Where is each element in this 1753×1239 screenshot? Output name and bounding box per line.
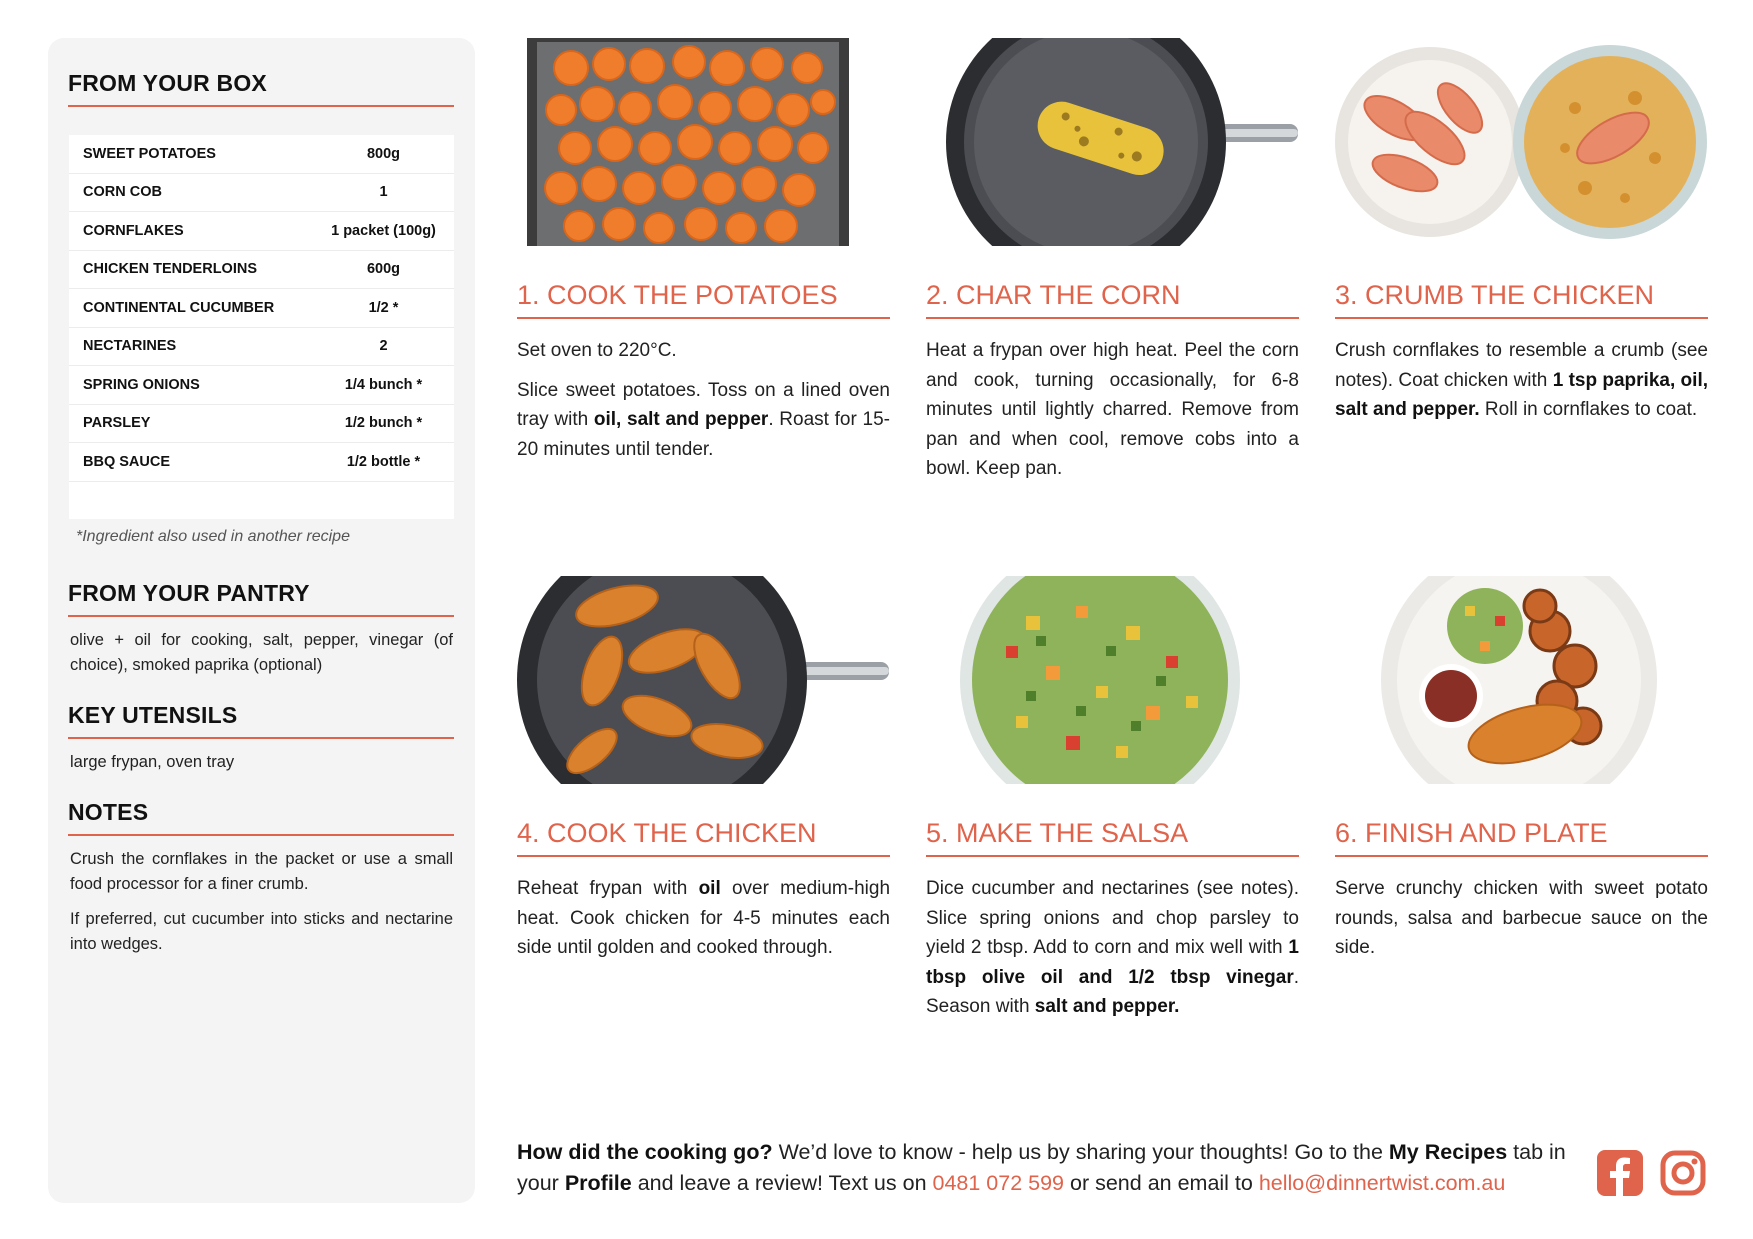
table-row	[69, 327, 454, 366]
step-2-body	[926, 336, 1299, 494]
note-item: Crush the cornflakes in the packet or use a small food processor for a finer crumb.	[70, 850, 453, 893]
step-5-text: Dice cucumber and nectarines (see notes). Slice spring onions and chop parsley to yield 2 tbsp. Add to corn and mix well with 1 tbsp olive oil and 1/2 tbsp vinegar. Season with salt and pepper.	[926, 878, 1299, 1017]
ingredient-qty: 1/2 bottle *	[313, 443, 454, 482]
table-row-empty	[69, 481, 454, 519]
note-item: If preferred, cut cucumber into sticks and nectarine into wedges.	[70, 910, 453, 953]
step-1-body	[517, 336, 890, 474]
step-2-title: 2. CHAR THE CORN	[926, 280, 1299, 319]
table-row	[69, 289, 454, 328]
ingredient-name: CONTINENTAL CUCUMBER	[69, 289, 313, 328]
utensils-text: large frypan, oven tray	[70, 753, 235, 771]
step-5-photo	[926, 576, 1298, 784]
profile-link-text: Profile	[564, 1171, 632, 1195]
pantry-text: olive + oil for cooking, salt, pepper, vinegar (of choice), smoked paprika (optional)	[70, 631, 453, 674]
step-2-photo	[926, 38, 1298, 246]
ingredient-name: CORNFLAKES	[69, 212, 313, 251]
step-3-text: Crush cornflakes to resemble a crumb (see notes). Coat chicken with 1 tsp paprika, oil, salt and pepper. Roll in cornflakes to coat.	[1335, 340, 1708, 420]
ingredient-qty: 1/2 *	[313, 289, 454, 328]
ingredient-qty: 2	[313, 327, 454, 366]
step-1-text: Slice sweet potatoes. Toss on a lined oven tray with oil, salt and pepper. Roast for 15-20 minutes until tender.	[517, 379, 890, 460]
notes-heading: NOTES	[68, 799, 454, 836]
step-6-body	[1335, 874, 1708, 973]
ingredient-name: CORN COB	[69, 173, 313, 212]
email-link[interactable]: hello@dinnertwist.com.au	[1258, 1171, 1506, 1195]
step-6-title: 6. FINISH AND PLATE	[1335, 818, 1708, 857]
sweet-potatoes-tray-illustration	[517, 38, 889, 246]
corn-in-frypan-illustration	[926, 38, 1298, 246]
step-3-title: 3. CRUMB THE CHICKEN	[1335, 280, 1708, 319]
step-4-body	[517, 874, 890, 973]
ingredient-footnote: *Ingredient also used in another recipe	[76, 528, 350, 545]
from-your-pantry-heading: FROM YOUR PANTRY	[68, 580, 454, 617]
ingredient-name: NECTARINES	[69, 327, 313, 366]
table-row	[69, 212, 454, 251]
step-2-text: Heat a frypan over high heat. Peel the corn and cook, turning occasionally, for 6-8 minutes until lightly charred. Remove from pan and when cool, remove cobs into a bowl. Keep pan.	[926, 340, 1299, 479]
table-row	[69, 173, 454, 212]
chicken-frypan-illustration	[517, 576, 889, 784]
ingredient-qty: 600g	[313, 250, 454, 289]
facebook-icon[interactable]	[1597, 1150, 1643, 1196]
step-5-title: 5. MAKE THE SALSA	[926, 818, 1299, 857]
step-3-body	[1335, 336, 1708, 435]
ingredient-name: SPRING ONIONS	[69, 366, 313, 405]
from-your-box-heading: FROM YOUR BOX	[68, 70, 454, 107]
table-row	[69, 404, 454, 443]
step-1-title: 1. COOK THE POTATOES	[517, 280, 890, 319]
step-4-text: Reheat frypan with oil over medium-high heat. Cook chicken for 4-5 minutes each side until golden and cooked through.	[517, 878, 891, 958]
ingredient-qty: 1	[313, 173, 454, 212]
ingredient-qty: 1/4 bunch *	[313, 366, 454, 405]
ingredient-name: PARSLEY	[69, 404, 313, 443]
table-row	[69, 250, 454, 289]
ingredient-name: BBQ SAUCE	[69, 443, 313, 482]
step-4-title: 4. COOK THE CHICKEN	[517, 818, 890, 857]
ingredient-qty: 800g	[313, 135, 454, 173]
my-recipes-link-text: My Recipes	[1388, 1140, 1508, 1164]
instagram-icon[interactable]	[1660, 1150, 1706, 1196]
chicken-bowls-illustration	[1335, 38, 1707, 246]
step-6-text: Serve crunchy chicken with sweet potato rounds, salsa and barbecue sauce on the side.	[1335, 878, 1708, 958]
ingredients-sidebar	[48, 38, 475, 1203]
ingredient-name: CHICKEN TENDERLOINS	[69, 250, 313, 289]
plated-dish-illustration	[1335, 576, 1707, 784]
feedback-question: How did the cooking go?	[517, 1140, 773, 1164]
ingredient-qty: 1 packet (100g)	[313, 212, 454, 251]
feedback-message: How did the cooking go? We’d love to know - help us by sharing your thoughts! Go to the My Recipes tab in your Profile and leave a review! Text us on 0481 072 599 or send an email to hello@dinnertwist.com.au	[517, 1140, 1566, 1195]
table-row	[69, 443, 454, 482]
phone-link[interactable]: 0481 072 599	[932, 1171, 1065, 1195]
step-4-photo	[517, 576, 889, 784]
step-5-body	[926, 874, 1299, 1032]
ingredient-name: SWEET POTATOES	[69, 135, 313, 173]
step-1-text: Set oven to 220°C.	[517, 340, 677, 361]
step-3-photo	[1335, 38, 1707, 246]
ingredients-table	[69, 135, 454, 519]
table-row	[69, 135, 454, 173]
step-6-photo	[1335, 576, 1707, 784]
ingredient-qty: 1/2 bunch *	[313, 404, 454, 443]
table-row	[69, 366, 454, 405]
key-utensils-heading: KEY UTENSILS	[68, 702, 454, 739]
step-1-photo	[517, 38, 889, 246]
salsa-bowl-illustration	[926, 576, 1298, 784]
